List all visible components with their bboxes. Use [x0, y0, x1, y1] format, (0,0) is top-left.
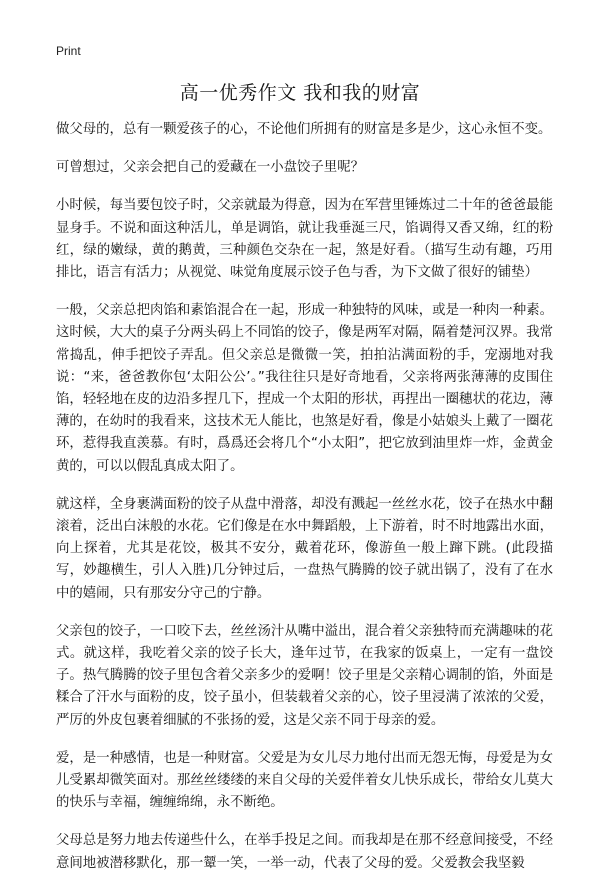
paragraph-2: 可曾想过，父亲会把自己的爱藏在一小盘饺子里呢？ [56, 160, 364, 176]
paragraph-6: 父亲包的饺子，一口咬下去，丝丝汤汁从嘴中溢出，混合着父亲独特而充满趣味的花式。就这样，我吃着父亲的饺子长大，逢年过节，在我家的饭桌上，一定有一盘饺子。热气腾腾的饺子里包含着父亲多少的爱啊！饺子里是父亲精心调制的馅，外面是糅合了汗水与面粉的皮，饺子虽小，但装载着父亲的心，饺子里浸满了浓浓的父爱，严厉的外皮包裹着细腻的不张扬的爱，这是父亲不同于母亲的爱。 [56, 623, 553, 728]
print-link[interactable]: Print [56, 44, 81, 58]
paragraph-4: 一般，父亲总把肉馅和素馅混合在一起，形成一种独特的风味，或是一种肉一种素。这时候，大大的桌子分两头码上不同馅的饺子，像是两军对隔，隔着楚河汉界。我常常捣乱，伸手把饺子弄乱。但父亲总是微微一笑，拍拍沾满面粉的手，宠溺地对我说：“来，爸爸教你包‘太阳公公’。”我往往只是好奇地看，父亲将两张薄薄的皮围住馅，轻轻地在皮的边沿多捏几下，捏成一个太阳的形状，再捏出一圈穗状的花边，薄薄的，在幼时的我看来，这技术无人能比，也煞是好看，像是小姑娘头上戴了一圈花环，惹得我直羡慕。有时，爲爲还会将几个“小太阳”，把它放到油里炸一炸，金黄金黄的，可以以假乱真成太阳了。 [56, 303, 553, 474]
paragraph-8: 父母总是努力地去传递些什么，在举手投足之间。而我却是在那不经意间接受，不经意间地被潜移默化，那一颦一笑，一举一动，代表了父母的爱。父爱教会我坚毅 [56, 833, 553, 871]
article-body [56, 119, 553, 891]
paragraph-1: 做父母的，总有一颗爱孩子的心，不论他们所拥有的财富是多是少，这心永恒不变。 [56, 122, 552, 137]
paragraph-3: 小时候，每当要包饺子时，父亲就最为得意，因为在军营里锤炼过二十年的爸爸最能显身手。不说和面这种活儿，单是调馅，就让我垂涎三尺，馅调得又香又绵，红的粉红，绿的嫩绿，黄的鹅黄，三种颜色交杂在一起，煞是好看。（描写生动有趣，巧用排比，语言有活力；从视觉、味觉角度展示饺子色与香，为下文做了很好的铺垫） [56, 198, 553, 281]
page-title: 高一优秀作文 我和我的财富 [179, 82, 421, 104]
paragraph-5: 就这样，全身裹满面粉的饺子从盘中滑落，却没有溅起一丝丝水花，饺子在热水中翻滚着，泛出白沫般的水花。它们像是在水中舞蹈般，上下游着，时不时地露出水面，向上探着，尤其是花饺，极其不安分，戴着花环，像游鱼一般上蹿下跳。(此段描写，妙趣横生，引人入胜)几分钟过后，一盘热气腾腾的饺子就出锅了，没有了在水中的嬉闹，只有那安分守己的宁静。 [56, 496, 553, 601]
paragraph-7: 爱，是一种感情，也是一种财富。父爱是为女儿尽力地付出而无怨无悔，母爱是为女儿受累却微笑面对。那丝丝缕缕的来自父母的关爱伴着女儿快乐成长，带给女儿莫大的快乐与幸福，缠缠绵绵，永不断绝。 [56, 750, 553, 811]
